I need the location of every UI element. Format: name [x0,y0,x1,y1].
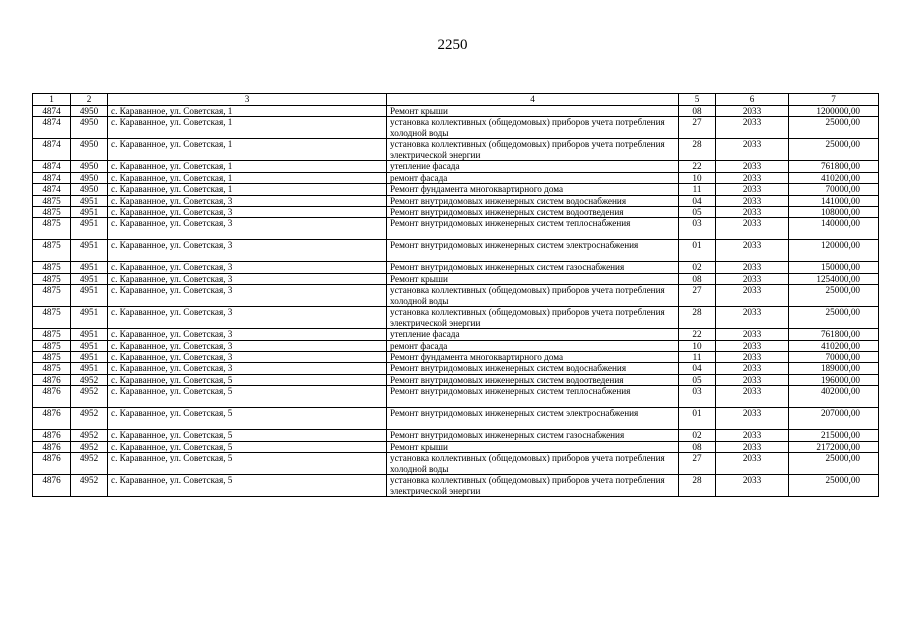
cell-record-id: 4875 [33,307,71,329]
cell-address: с. Караванное, ул. Советская, 3 [108,207,387,218]
cell-cost: 196000,00 [789,374,879,385]
cell-work-code: 05 [679,374,716,385]
table-row [33,207,879,218]
cell-work-type: Ремонт крыши [387,441,679,452]
cell-building-id: 4950 [71,172,108,183]
cell-cost: 402000,00 [789,386,879,408]
table-row [33,430,879,441]
cell-address: с. Караванное, ул. Советская, 5 [108,475,387,497]
cell-record-id: 4874 [33,172,71,183]
cell-work-type: установка коллективных (общедомовых) приборов учета потребления электрической энергии [387,139,679,161]
table-row [33,352,879,363]
cell-work-type: Ремонт внутридомовых инженерных систем газоснабжения [387,262,679,273]
cell-year: 2033 [716,453,789,475]
cell-building-id: 4951 [71,195,108,206]
column-header: 4 [387,94,679,106]
cell-building-id: 4951 [71,340,108,351]
cell-work-code: 03 [679,218,716,240]
cell-record-id: 4876 [33,374,71,385]
cell-work-type: Ремонт внутридомовых инженерных систем водоснабжения [387,363,679,374]
cell-year: 2033 [716,240,789,262]
table-row [33,408,879,430]
cell-work-code: 08 [679,106,716,117]
cell-work-code: 22 [679,329,716,340]
cell-cost: 108000,00 [789,207,879,218]
column-header: 3 [108,94,387,106]
cell-building-id: 4952 [71,386,108,408]
cell-building-id: 4951 [71,207,108,218]
cell-work-code: 02 [679,262,716,273]
cell-year: 2033 [716,329,789,340]
cell-building-id: 4952 [71,453,108,475]
header-row [33,94,879,106]
cell-work-code: 02 [679,430,716,441]
cell-cost: 1254000,00 [789,273,879,284]
cell-work-code: 04 [679,363,716,374]
cell-building-id: 4952 [71,408,108,430]
cell-work-type: Ремонт внутридомовых инженерных систем электроснабжения [387,408,679,430]
cell-cost: 761800,00 [789,161,879,172]
cell-address: с. Караванное, ул. Советская, 1 [108,106,387,117]
table-row [33,441,879,452]
table-body [33,106,879,497]
cell-record-id: 4875 [33,273,71,284]
cell-building-id: 4950 [71,161,108,172]
cell-work-type: установка коллективных (общедомовых) приборов учета потребления электрической энергии [387,307,679,329]
cell-year: 2033 [716,408,789,430]
cell-year: 2033 [716,273,789,284]
table-row [33,218,879,240]
table-row [33,117,879,139]
cell-year: 2033 [716,386,789,408]
table-row [33,307,879,329]
cell-address: с. Караванное, ул. Советская, 5 [108,430,387,441]
cell-building-id: 4951 [71,285,108,307]
table-row [33,106,879,117]
table-row [33,363,879,374]
cell-record-id: 4875 [33,329,71,340]
table-row [33,172,879,183]
cell-work-code: 10 [679,172,716,183]
cell-address: с. Караванное, ул. Советская, 3 [108,329,387,340]
cell-record-id: 4876 [33,386,71,408]
cell-work-code: 27 [679,453,716,475]
cell-work-code: 28 [679,307,716,329]
cell-cost: 2172000,00 [789,441,879,452]
cell-record-id: 4874 [33,184,71,195]
table-row [33,273,879,284]
cell-address: с. Караванное, ул. Советская, 3 [108,285,387,307]
table-row [33,184,879,195]
cell-record-id: 4875 [33,218,71,240]
cell-work-type: Ремонт крыши [387,106,679,117]
cell-cost: 761800,00 [789,329,879,340]
cell-record-id: 4876 [33,441,71,452]
cell-work-code: 01 [679,240,716,262]
cell-year: 2033 [716,475,789,497]
cell-building-id: 4950 [71,184,108,195]
cell-work-type: утепление фасада [387,161,679,172]
cell-address: с. Караванное, ул. Советская, 5 [108,374,387,385]
cell-work-type: Ремонт внутридомовых инженерных систем теплоснабжения [387,218,679,240]
cell-address: с. Караванное, ул. Советская, 5 [108,386,387,408]
cell-work-type: ремонт фасада [387,340,679,351]
cell-work-code: 27 [679,285,716,307]
cell-year: 2033 [716,195,789,206]
cell-building-id: 4952 [71,430,108,441]
cell-building-id: 4950 [71,117,108,139]
table-row [33,139,879,161]
cell-work-code: 28 [679,139,716,161]
cell-building-id: 4951 [71,329,108,340]
cell-work-code: 10 [679,340,716,351]
cell-year: 2033 [716,262,789,273]
cell-year: 2033 [716,207,789,218]
table-row [33,262,879,273]
capital-repair-table [32,93,879,497]
page-number: 2250 [437,37,468,53]
cell-building-id: 4951 [71,218,108,240]
cell-work-code: 05 [679,207,716,218]
cell-address: с. Караванное, ул. Советская, 1 [108,161,387,172]
cell-cost: 25000,00 [789,307,879,329]
cell-year: 2033 [716,172,789,183]
cell-address: с. Караванное, ул. Советская, 3 [108,352,387,363]
cell-year: 2033 [716,352,789,363]
cell-year: 2033 [716,430,789,441]
column-header: 7 [789,94,879,106]
cell-year: 2033 [716,139,789,161]
cell-record-id: 4876 [33,475,71,497]
cell-work-code: 11 [679,352,716,363]
cell-year: 2033 [716,307,789,329]
cell-address: с. Караванное, ул. Советская, 3 [108,340,387,351]
cell-work-code: 08 [679,441,716,452]
cell-record-id: 4875 [33,195,71,206]
cell-record-id: 4875 [33,340,71,351]
cell-work-code: 04 [679,195,716,206]
cell-cost: 150000,00 [789,262,879,273]
cell-cost: 189000,00 [789,363,879,374]
cell-address: с. Караванное, ул. Советская, 5 [108,408,387,430]
cell-work-code: 27 [679,117,716,139]
cell-building-id: 4952 [71,374,108,385]
cell-building-id: 4951 [71,262,108,273]
cell-year: 2033 [716,117,789,139]
cell-work-type: Ремонт внутридомовых инженерных систем теплоснабжения [387,386,679,408]
cell-cost: 120000,00 [789,240,879,262]
cell-work-type: Ремонт внутридомовых инженерных систем водоотведения [387,207,679,218]
table-row [33,329,879,340]
cell-building-id: 4951 [71,352,108,363]
cell-address: с. Караванное, ул. Советская, 3 [108,307,387,329]
cell-work-type: Ремонт фундамента многоквартирного дома [387,352,679,363]
cell-cost: 140000,00 [789,218,879,240]
table-row [33,453,879,475]
table-row [33,340,879,351]
cell-cost: 207000,00 [789,408,879,430]
cell-cost: 25000,00 [789,285,879,307]
cell-work-type: установка коллективных (общедомовых) приборов учета потребления электрической энергии [387,475,679,497]
cell-address: с. Караванное, ул. Советская, 1 [108,184,387,195]
cell-record-id: 4875 [33,285,71,307]
cell-work-type: Ремонт внутридомовых инженерных систем газоснабжения [387,430,679,441]
cell-cost: 410200,00 [789,340,879,351]
cell-record-id: 4874 [33,117,71,139]
cell-record-id: 4875 [33,207,71,218]
cell-record-id: 4874 [33,106,71,117]
cell-work-type: Ремонт внутридомовых инженерных систем водоснабжения [387,195,679,206]
cell-record-id: 4876 [33,408,71,430]
cell-record-id: 4876 [33,453,71,475]
cell-work-code: 22 [679,161,716,172]
cell-cost: 215000,00 [789,430,879,441]
table-row [33,161,879,172]
cell-work-type: Ремонт внутридомовых инженерных систем электроснабжения [387,240,679,262]
cell-address: с. Караванное, ул. Советская, 3 [108,240,387,262]
cell-address: с. Караванное, ул. Советская, 1 [108,139,387,161]
cell-address: с. Караванное, ул. Советская, 3 [108,218,387,240]
cell-work-code: 01 [679,408,716,430]
cell-record-id: 4876 [33,430,71,441]
column-header: 1 [33,94,71,106]
cell-work-type: Ремонт крыши [387,273,679,284]
cell-cost: 25000,00 [789,475,879,497]
cell-work-type: установка коллективных (общедомовых) приборов учета потребления холодной воды [387,117,679,139]
cell-address: с. Караванное, ул. Советская, 3 [108,262,387,273]
cell-address: с. Караванное, ул. Советская, 3 [108,195,387,206]
cell-cost: 25000,00 [789,117,879,139]
table-row [33,240,879,262]
cell-work-type: Ремонт фундамента многоквартирного дома [387,184,679,195]
cell-record-id: 4875 [33,262,71,273]
cell-year: 2033 [716,340,789,351]
cell-building-id: 4950 [71,139,108,161]
table-row [33,195,879,206]
cell-record-id: 4875 [33,363,71,374]
cell-work-type: утепление фасада [387,329,679,340]
cell-record-id: 4874 [33,161,71,172]
cell-year: 2033 [716,184,789,195]
cell-work-code: 08 [679,273,716,284]
cell-address: с. Караванное, ул. Советская, 1 [108,172,387,183]
cell-work-type: установка коллективных (общедомовых) приборов учета потребления холодной воды [387,453,679,475]
cell-cost: 410200,00 [789,172,879,183]
cell-address: с. Караванное, ул. Советская, 3 [108,273,387,284]
cell-year: 2033 [716,285,789,307]
cell-work-type: установка коллективных (общедомовых) приборов учета потребления холодной воды [387,285,679,307]
cell-cost: 1200000,00 [789,106,879,117]
cell-work-type: Ремонт внутридомовых инженерных систем водоотведения [387,374,679,385]
cell-year: 2033 [716,218,789,240]
cell-year: 2033 [716,363,789,374]
table-row [33,285,879,307]
cell-address: с. Караванное, ул. Советская, 3 [108,363,387,374]
cell-building-id: 4952 [71,441,108,452]
cell-cost: 25000,00 [789,453,879,475]
cell-building-id: 4951 [71,240,108,262]
cell-address: с. Караванное, ул. Советская, 5 [108,453,387,475]
table-row [33,475,879,497]
column-header: 2 [71,94,108,106]
cell-cost: 25000,00 [789,139,879,161]
cell-building-id: 4952 [71,475,108,497]
cell-record-id: 4875 [33,240,71,262]
table-row [33,386,879,408]
cell-building-id: 4951 [71,307,108,329]
cell-cost: 70000,00 [789,184,879,195]
cell-record-id: 4874 [33,139,71,161]
table-row [33,374,879,385]
cell-year: 2033 [716,441,789,452]
cell-address: с. Караванное, ул. Советская, 5 [108,441,387,452]
cell-work-code: 11 [679,184,716,195]
cell-address: с. Караванное, ул. Советская, 1 [108,117,387,139]
cell-year: 2033 [716,374,789,385]
cell-work-type: ремонт фасада [387,172,679,183]
cell-year: 2033 [716,161,789,172]
cell-building-id: 4950 [71,106,108,117]
cell-cost: 70000,00 [789,352,879,363]
cell-work-code: 03 [679,386,716,408]
column-header: 6 [716,94,789,106]
cell-record-id: 4875 [33,352,71,363]
cell-building-id: 4951 [71,273,108,284]
cell-cost: 141000,00 [789,195,879,206]
cell-year: 2033 [716,106,789,117]
column-header: 5 [679,94,716,106]
cell-building-id: 4951 [71,363,108,374]
cell-work-code: 28 [679,475,716,497]
